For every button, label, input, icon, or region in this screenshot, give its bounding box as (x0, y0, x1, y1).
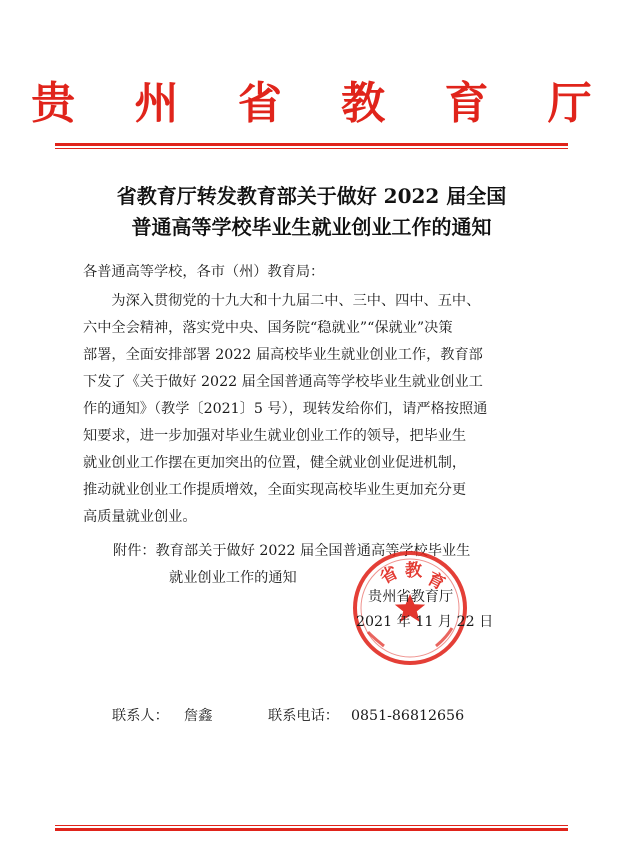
paragraph-line: 推动就业创业工作提质增效，全面实现高校毕业生更加充分更 (83, 482, 467, 498)
svg-text:省: 省 (376, 562, 402, 589)
paragraph-line: 就业创业工作摆在更加突出的位置，健全就业创业促进机制， (83, 455, 467, 471)
document-title-line-1: 省教育厅转发教育部关于做好 2022 届全国 (116, 184, 507, 208)
header-red-rule-thick (55, 143, 568, 146)
paragraph-line: 知要求，进一步加强对毕业生就业创业工作的领导，把毕业生 (83, 428, 467, 444)
contact-phone-label: 联系电话： (268, 708, 339, 724)
attachment-line-1: 附件：教育部关于做好 2022 届全国普通高等学校毕业生 (113, 543, 471, 559)
contact-person-name: 詹鑫 (184, 708, 213, 724)
paragraph-line: 六中全会精神，落实党中央、国务院“稳就业”“保就业”决策 (83, 320, 453, 336)
issuing-authority-title: 贵 州 省 教 育 厅 (31, 78, 614, 129)
contact-person-label: 联系人： (112, 708, 169, 724)
paragraph-line: 作的通知》（教学〔2021〕5 号），现转发给你们，请严格按照通 (83, 401, 488, 417)
issuer-signature: 贵州省教育厅 (368, 589, 454, 605)
paragraph-line: 下发了《关于做好 2022 届全国普通高等学校毕业生就业创业工 (83, 374, 483, 390)
svg-text:教: 教 (405, 561, 422, 581)
paragraph-line: 部署，全面安排部署 2022 届高校毕业生就业创业工作，教育部 (83, 347, 483, 363)
svg-text:育: 育 (423, 568, 449, 595)
official-seal-stamp (350, 548, 470, 668)
footer-red-rule-thin (55, 825, 568, 826)
salutation: 各普通高等学校，各市（州）教育局： (83, 264, 325, 280)
footer-red-rule-thick (55, 828, 568, 831)
attachment-line-2: 就业创业工作的通知 (169, 570, 297, 586)
paragraph-line: 高质量就业创业。 (83, 509, 197, 525)
issue-date: 2021 年 11 月 22 日 (356, 614, 494, 630)
header-red-rule-thin (55, 148, 568, 149)
paragraph-line: 为深入贯彻党的十九大和十九届二中、三中、四中、五中、 (83, 293, 481, 309)
contact-phone-number: 0851-86812656 (351, 708, 465, 724)
document-title-line-2: 普通高等学校毕业生就业创业工作的通知 (131, 215, 492, 239)
